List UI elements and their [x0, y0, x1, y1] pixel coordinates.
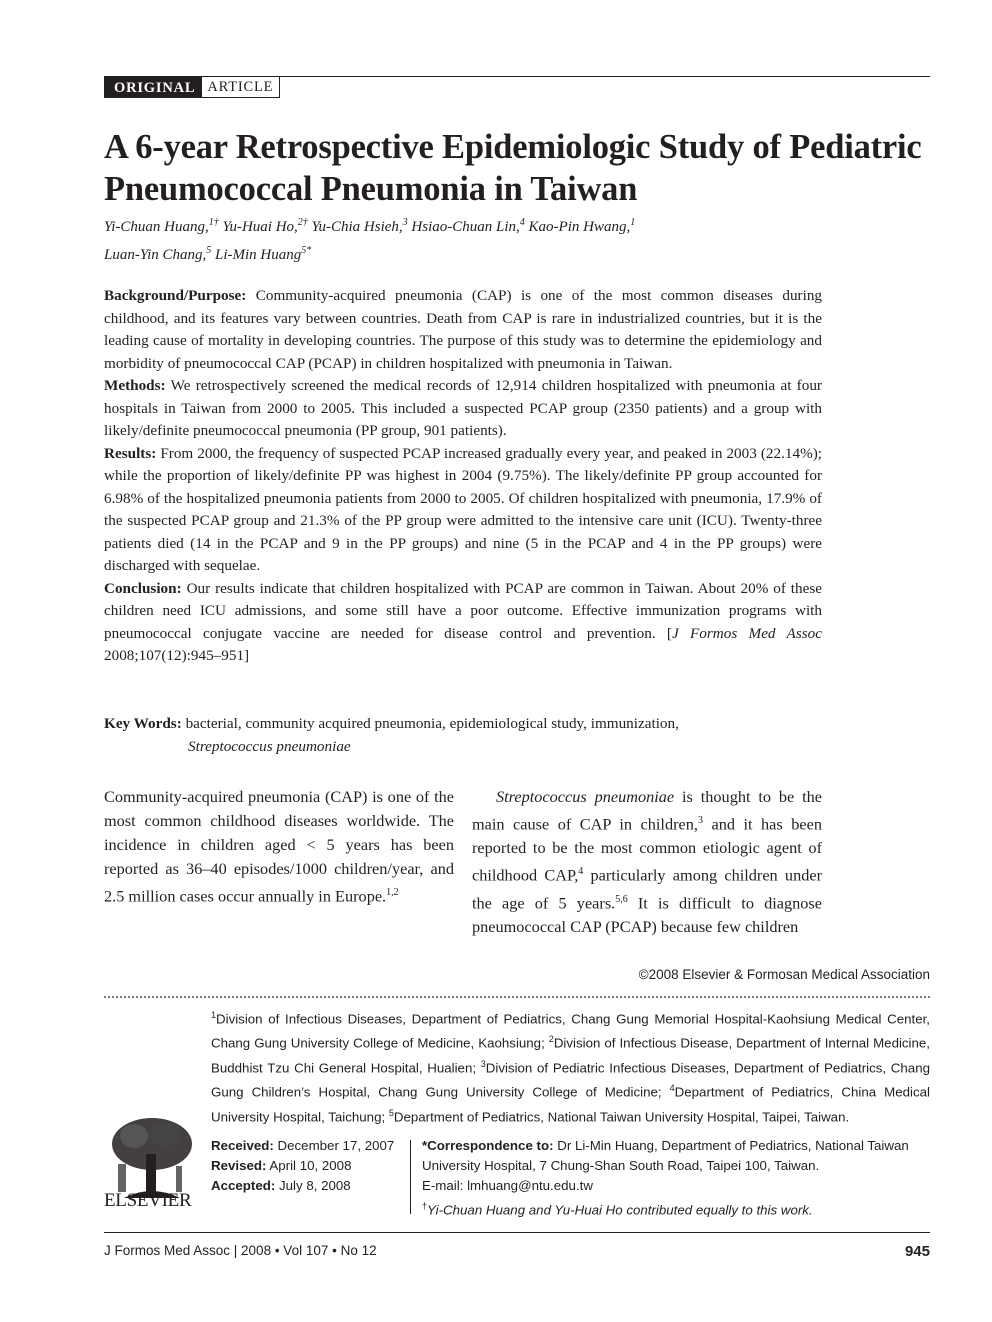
- elsevier-wordmark: ELSEVIER: [104, 1190, 192, 1211]
- correspondence-email[interactable]: E-mail: lmhuang@ntu.edu.tw: [422, 1178, 593, 1193]
- dotted-divider: [104, 996, 930, 998]
- affiliations: $^1$Division of Infectious Diseases, Department of Pediatrics, Chang Gung Memorial Hospital-Kaohsiung Medical Center, Chang Gung University College of Medicine, Kaohsiung; $^2$Division of Infectious Disease, Department of Internal Medicine, Buddhist Tzu Chi General Hospital, Hualien; $^3$Division of Pediatric Infectious Diseases, Department of Pediatrics, Chang Gung Children’s Hospital, Chang Gung University College of Medicine; $^4$Department of Pediatrics, China Medical University Hospital, Taichung; $^5$Department of Pediatrics, National Taiwan University Hospital, Taipei, Taiwan.: [211, 1010, 930, 1125]
- article-title: A 6-year Retrospective Epidemiologic Study of Pediatric Pneumococcal Pneumonia in Taiwan: [104, 128, 922, 208]
- abstract-conclusion: Conclusion: Our results indicate that children hospitalized with PCAP are common in Taiwan. About 20% of these children need ICU admissions, and some still have a poor outcome. Effective immunization programs with pneumococcal conjugate vaccine are needed for disease control and prevention. [J Formos Med Assoc 2008;107(12):945–951]: [104, 579, 822, 664]
- key-words-label: Key Words:: [104, 715, 182, 732]
- body-column-left: Community-acquired pneumonia (CAP) is one of the most common childhood diseases worldwide. The incidence in children aged < 5 years has been reported as 36–40 episodes/1000 children/year, and 2.5 million cases occur annually in Europe.$^{1,2}$: [104, 787, 454, 906]
- journal-footer: J Formos Med Assoc | 2008 • Vol 107 • No 12: [104, 1243, 377, 1258]
- abstract: [104, 285, 822, 668]
- bottom-rule: [104, 1232, 930, 1233]
- badge-article: ARTICLE: [201, 77, 280, 98]
- article-type-badge: [104, 77, 280, 98]
- abstract-methods: Methods: We retrospectively screened the medical records of 12,914 children hospitalized with pneumonia at four hospitals in Taiwan from 2000 to 2005. This included a suspected PCAP group (2350 patients) and a group with likely/definite pneumococcal pneumonia (PP group, 901 patients).: [104, 377, 822, 439]
- page-number: 945: [904, 1243, 930, 1260]
- article-dates: Received: December 17, 2007 Revised: April 10, 2008 Accepted: July 8, 2008: [211, 1138, 395, 1193]
- author-list: Yi-Chuan Huang,$^{1\dagger}$ Yu-Huai Ho,$^{2\dagger}$ Yu-Chia Hsieh,$^3$ Hsiao-Chuan Lin,$^4$ Kao-Pin Hwang,$^1$ Luan-Yin Chang,$^5$ Li-Min Huang$^{5*}$: [104, 217, 636, 263]
- copyright: ©2008 Elsevier & Formosan Medical Association: [638, 967, 930, 982]
- key-words: Key Words: bacterial, community acquired pneumonia, epidemiological study, immunization, Streptococcus pneumoniae: [104, 715, 679, 755]
- correspondence: *Correspondence to: Dr Li-Min Huang, Department of Pediatrics, National Taiwan University Hospital, 7 Chung-Shan South Road, Taipei 100, Taiwan. E-mail: lmhuang@ntu.edu.tw †Yi-Chuan Huang and Yu-Huai Ho contributed equally to this work.: [422, 1138, 909, 1218]
- abstract-background: Background/Purpose: Community-acquired pneumonia (CAP) is one of the most common diseases during childhood, and its features vary between countries. Death from CAP is rare in industrialized countries, but it is the leading cause of mortality in developing countries. The purpose of this study was to determine the epidemiology and morbidity of pneumococcal CAP (PCAP) in children hospitalized with pneumonia in Taiwan.: [104, 287, 823, 372]
- badge-original: ORIGINAL: [104, 77, 201, 98]
- abstract-results: Results: From 2000, the frequency of suspected PCAP increased gradually every year, and peaked in 2003 (22.14%); while the proportion of likely/definite PP was highest in 2004 (9.75%). The likely/definite PP group accounted for 6.98% of the hospitalized pneumonia patients from 2000 to 2005. Of children hospitalized with pneumonia, 17.9% of the suspected PCAP group and 21.3% of the PP group were admitted to the intensive care unit (ICU). Twenty-three patients died (14 in the PCAP and 9 in the PP groups) and nine (5 in the PCAP and 4 in the PP groups) were discharged with sequelae.: [104, 444, 822, 574]
- dates-divider: [410, 1140, 411, 1214]
- body-column-right: Streptococcus pneumoniae is thought to be the main cause of CAP in children,$^3$ and it has been reported to be the most common etiologic agent of childhood CAP,$^4$ particularly among children under the age of 5 years.$^{5,6}$ It is difficult to diagnose pneumococcal CAP (PCAP) because few children: [472, 787, 823, 937]
